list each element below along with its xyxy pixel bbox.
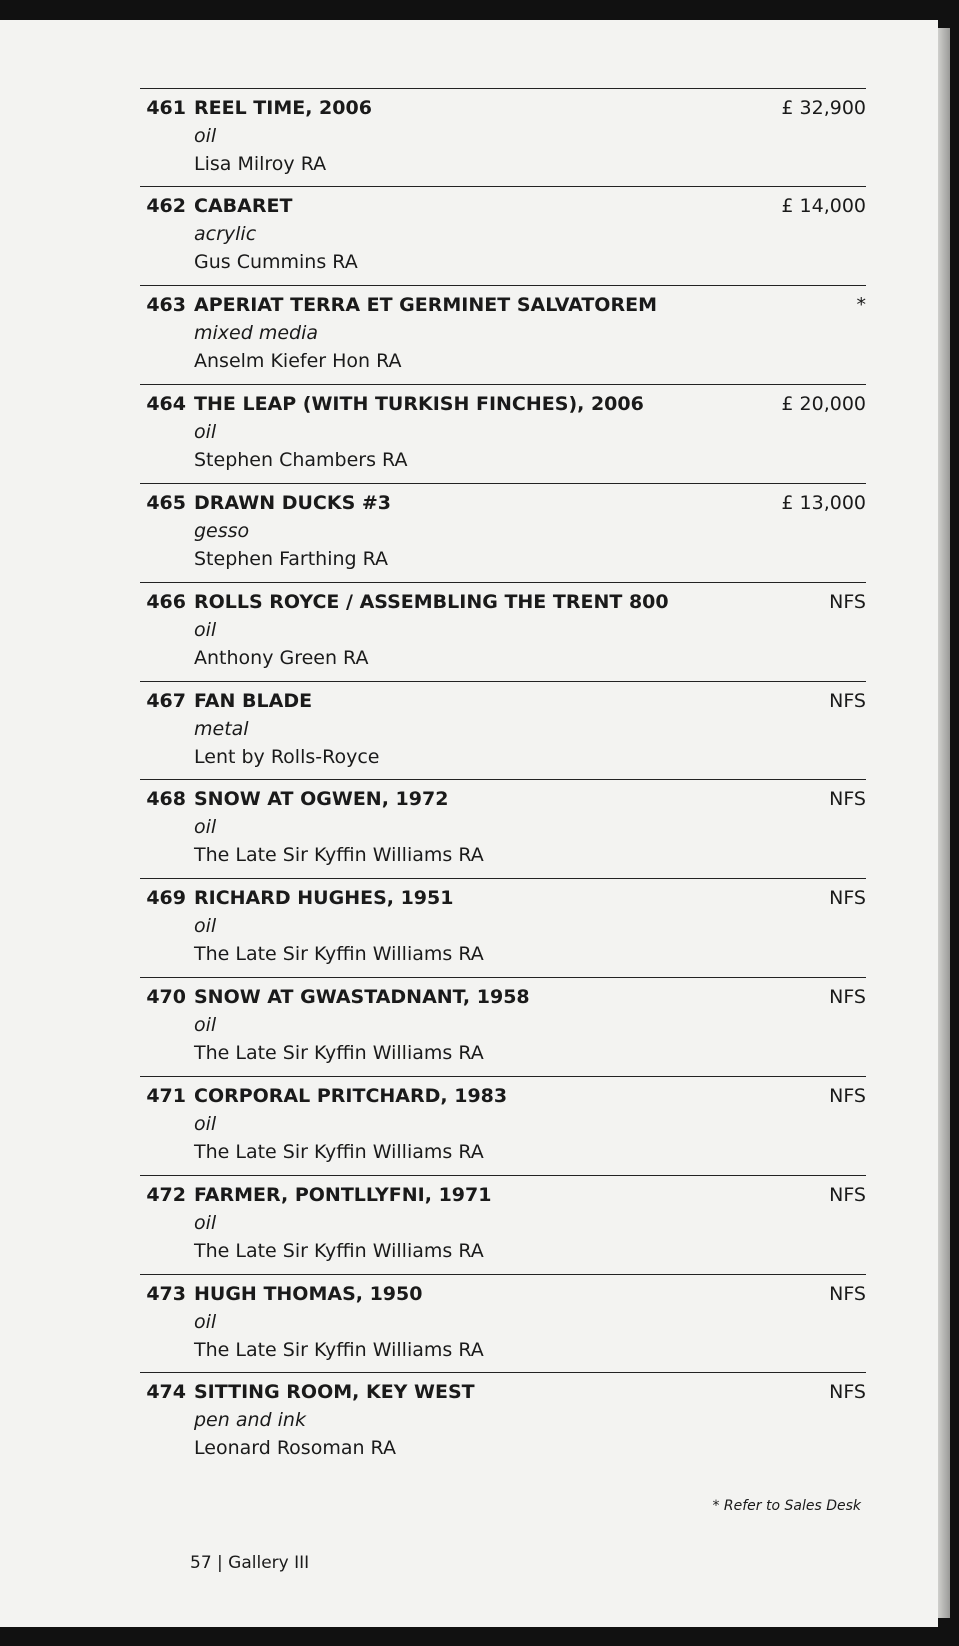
entry-price: NFS xyxy=(829,1283,866,1305)
entry-medium: oil xyxy=(194,1113,217,1135)
entry-medium: mixed media xyxy=(194,322,319,344)
entry-number: 469 xyxy=(146,887,186,909)
entry-artist: Gus Cummins RA xyxy=(194,251,358,273)
entry-price: £ 32,900 xyxy=(781,97,866,119)
page-folio: 57 | Gallery III xyxy=(190,1553,310,1573)
entry-medium: oil xyxy=(194,125,217,147)
entry-number: 471 xyxy=(146,1085,186,1107)
entry-number: 473 xyxy=(146,1283,186,1305)
entry-medium: acrylic xyxy=(194,223,257,245)
entry-title: SNOW AT GWASTADNANT, 1958 xyxy=(194,986,530,1008)
entry-title: HUGH THOMAS, 1950 xyxy=(194,1283,423,1305)
entry-title: RICHARD HUGHES, 1951 xyxy=(194,887,454,909)
catalogue-entry xyxy=(140,1175,866,1273)
catalogue-entry xyxy=(140,582,866,680)
entry-title: THE LEAP (WITH TURKISH FINCHES), 2006 xyxy=(194,393,644,415)
entry-price: £ 13,000 xyxy=(781,492,866,514)
entry-medium: oil xyxy=(194,421,217,443)
entry-price: * xyxy=(856,294,866,316)
entry-price: £ 14,000 xyxy=(781,195,866,217)
catalogue-entry xyxy=(140,1076,866,1174)
entry-artist: Lent by Rolls-Royce xyxy=(194,746,380,768)
catalogue-entry xyxy=(140,285,866,383)
entry-artist: Stephen Chambers RA xyxy=(194,449,408,471)
entry-artist: The Late Sir Kyffin Williams RA xyxy=(194,1240,484,1262)
catalogue-entry xyxy=(140,878,866,976)
entry-price: NFS xyxy=(829,1085,866,1107)
catalogue-entry xyxy=(140,483,866,581)
catalogue-entry xyxy=(140,681,866,779)
entry-number: 470 xyxy=(146,986,186,1008)
entry-medium: oil xyxy=(194,816,217,838)
entry-number: 463 xyxy=(146,294,186,316)
entry-title: FAN BLADE xyxy=(194,690,313,712)
entry-artist: Stephen Farthing RA xyxy=(194,548,389,570)
entry-title: APERIAT TERRA ET GERMINET SALVATOREM xyxy=(194,294,657,316)
entry-artist: The Late Sir Kyffin Williams RA xyxy=(194,1339,484,1361)
entry-medium: oil xyxy=(194,1014,217,1036)
entry-number: 462 xyxy=(146,195,186,217)
catalogue-entry xyxy=(140,186,866,284)
catalogue-entry xyxy=(140,1274,866,1372)
entry-artist: Anselm Kiefer Hon RA xyxy=(194,350,402,372)
entry-artist: The Late Sir Kyffin Williams RA xyxy=(194,943,484,965)
catalogue-entry xyxy=(140,977,866,1075)
entry-medium: metal xyxy=(194,718,249,740)
page-edge xyxy=(938,28,950,1618)
entry-price: NFS xyxy=(829,986,866,1008)
entry-medium: oil xyxy=(194,619,217,641)
entry-artist: The Late Sir Kyffin Williams RA xyxy=(194,1042,484,1064)
catalogue-entry xyxy=(140,88,866,186)
entry-price: NFS xyxy=(829,690,866,712)
entry-title: FARMER, PONTLLYFNI, 1971 xyxy=(194,1184,492,1206)
entry-number: 467 xyxy=(146,690,186,712)
entry-artist: Leonard Rosoman RA xyxy=(194,1437,396,1459)
entry-artist: Lisa Milroy RA xyxy=(194,153,327,175)
entry-number: 474 xyxy=(146,1381,186,1403)
entry-price: NFS xyxy=(829,1381,866,1403)
entry-title: SNOW AT OGWEN, 1972 xyxy=(194,788,449,810)
entry-medium: oil xyxy=(194,1311,217,1333)
entry-artist: The Late Sir Kyffin Williams RA xyxy=(194,1141,484,1163)
entry-price: NFS xyxy=(829,887,866,909)
entry-title: SITTING ROOM, KEY WEST xyxy=(194,1381,475,1403)
entry-price: NFS xyxy=(829,1184,866,1206)
entry-number: 461 xyxy=(146,97,186,119)
entry-title: DRAWN DUCKS #3 xyxy=(194,492,392,514)
entry-title: CORPORAL PRITCHARD, 1983 xyxy=(194,1085,508,1107)
entry-medium: oil xyxy=(194,915,217,937)
entry-price: NFS xyxy=(829,788,866,810)
catalogue-entry xyxy=(140,779,866,877)
entry-title: REEL TIME, 2006 xyxy=(194,97,372,119)
entry-price: NFS xyxy=(829,591,866,613)
entry-price: £ 20,000 xyxy=(781,393,866,415)
entry-title: ROLLS ROYCE / ASSEMBLING THE TRENT 800 xyxy=(194,591,669,613)
entry-medium: oil xyxy=(194,1212,217,1234)
entry-artist: The Late Sir Kyffin Williams RA xyxy=(194,844,484,866)
entry-artist: Anthony Green RA xyxy=(194,647,369,669)
catalogue-entry xyxy=(140,1372,866,1470)
entry-number: 464 xyxy=(146,393,186,415)
entry-number: 468 xyxy=(146,788,186,810)
entry-number: 472 xyxy=(146,1184,186,1206)
entry-medium: gesso xyxy=(194,520,250,542)
entry-number: 466 xyxy=(146,591,186,613)
entry-title: CABARET xyxy=(194,195,293,217)
footnote: * Refer to Sales Desk xyxy=(712,1498,861,1514)
catalogue-entry xyxy=(140,384,866,482)
entry-number: 465 xyxy=(146,492,186,514)
entry-medium: pen and ink xyxy=(194,1409,306,1431)
